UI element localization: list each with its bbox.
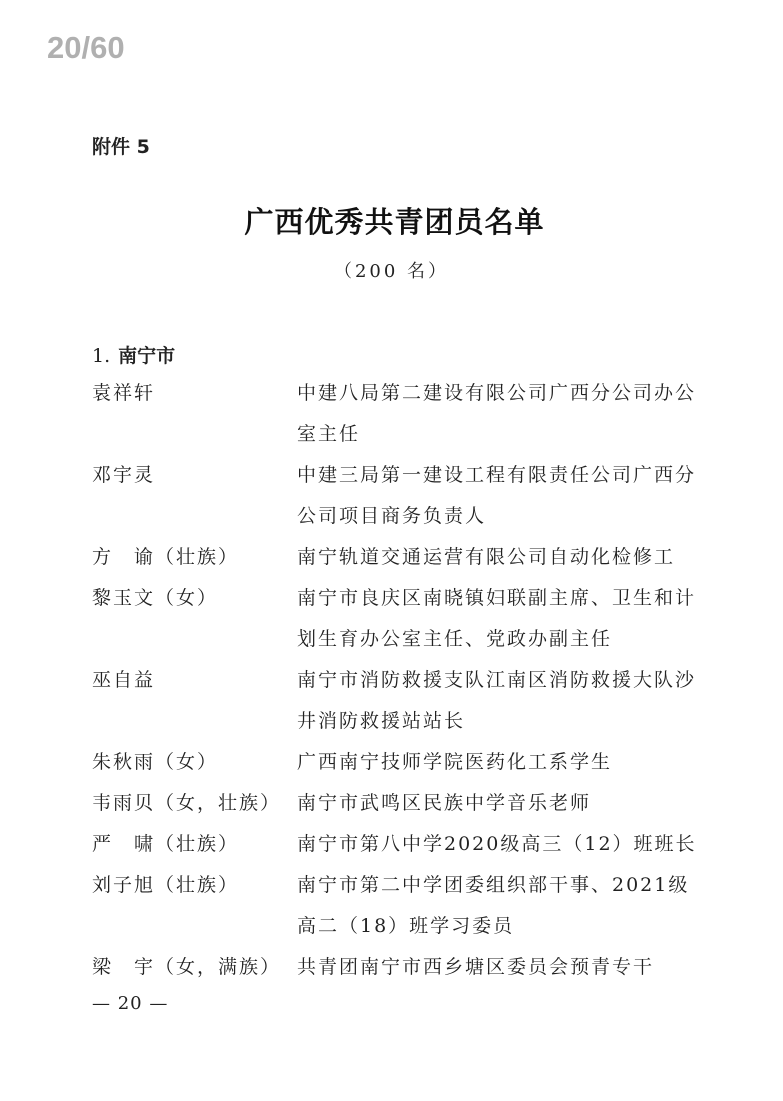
section-heading	[92, 341, 175, 368]
member-name: 袁祥轩	[92, 382, 156, 404]
document-subtitle: （200 名）	[333, 261, 450, 282]
document-title: 广西优秀共青团员名单	[244, 205, 545, 239]
attachment-label: 附件 5	[92, 136, 150, 158]
roster-entry	[92, 865, 712, 947]
roster-entry	[92, 455, 712, 537]
member-name: 巫自益	[92, 669, 156, 691]
section-name: 南宁市	[118, 345, 176, 367]
member-position: 南宁市第八中学2020级高三（12）班班长	[297, 833, 697, 855]
member-name: 朱秋雨（女）	[92, 751, 219, 773]
roster-entry	[92, 578, 712, 660]
member-name: 刘子旭（壮族）	[92, 874, 240, 896]
section-number: 1.	[92, 345, 111, 367]
member-position: 南宁市良庆区南晓镇妇联副主席、卫生和计划生育办公室主任、党政办副主任	[297, 587, 697, 650]
roster-entry	[92, 660, 712, 742]
member-position: 南宁市第二中学团委组织部干事、2021级高二（18）班学习委员	[297, 874, 690, 937]
member-name: 严 啸（壮族）	[92, 833, 240, 855]
footer-page-number: — 20 —	[92, 993, 169, 1014]
roster-entry	[92, 742, 712, 783]
member-position: 中建八局第二建设有限公司广西分公司办公室主任	[297, 382, 697, 445]
member-position: 中建三局第一建设工程有限责任公司广西分公司项目商务负责人	[297, 464, 697, 527]
member-name: 梁 宇（女，满族）	[92, 956, 282, 978]
member-position: 共青团南宁市西乡塘区委员会预青专干	[297, 956, 655, 978]
roster-entry	[92, 947, 712, 988]
member-position: 南宁市消防救援支队江南区消防救援大队沙井消防救援站站长	[297, 669, 697, 732]
member-name: 邓宇灵	[92, 464, 156, 486]
member-name: 韦雨贝（女，壮族）	[92, 792, 282, 814]
roster-entry	[92, 373, 712, 455]
roster-entry	[92, 783, 712, 824]
member-position: 广西南宁技师学院医药化工系学生	[297, 751, 613, 773]
roster-list	[92, 373, 712, 988]
member-position: 南宁轨道交通运营有限公司自动化检修工	[297, 546, 676, 568]
page-counter: 20/60	[47, 30, 125, 65]
roster-entry	[92, 824, 712, 865]
member-position: 南宁市武鸣区民族中学音乐老师	[297, 792, 592, 814]
roster-entry	[92, 537, 712, 578]
member-name: 黎玉文（女）	[92, 587, 219, 609]
member-name: 方 谕（壮族）	[92, 546, 240, 568]
